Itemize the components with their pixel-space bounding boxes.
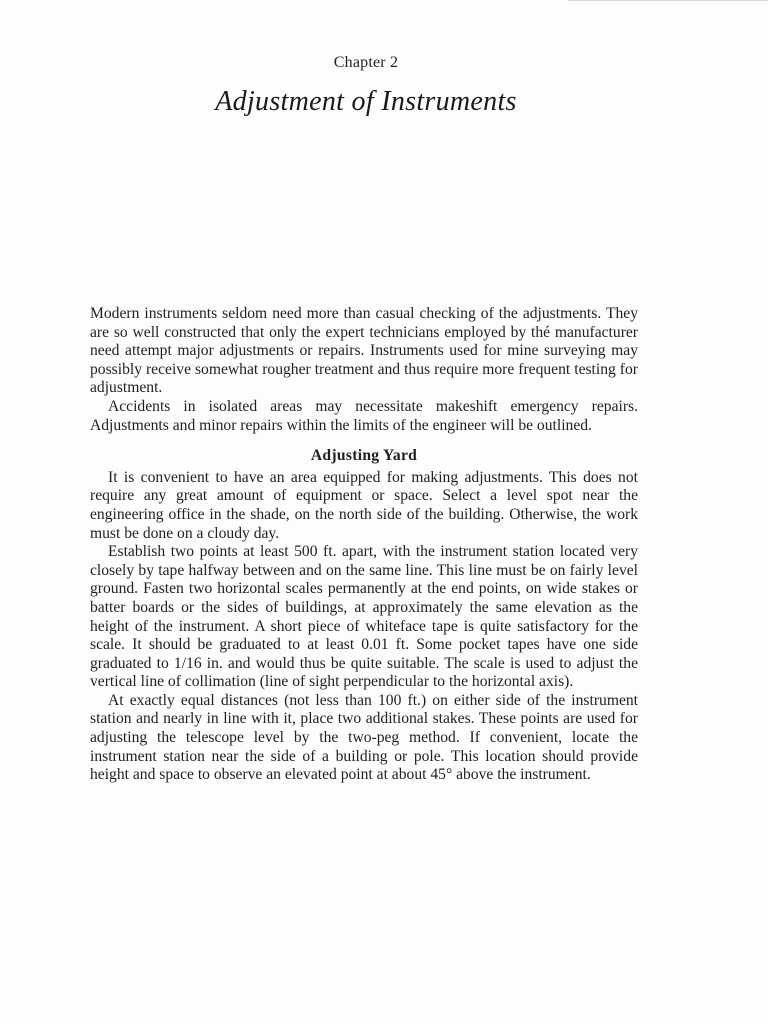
intro-paragraph-2: Accidents in isolated areas may necessitate makeshift emergency repairs. Adjustments and minor repairs within the limits of the engineer will be outlined. — [90, 397, 638, 434]
intro-paragraph-1: Modern instruments seldom need more than casual checking of the adjustments. They are so well constructed that only the expert technicians employed by thé manufacturer need attempt major adjustments or repairs. Instruments used for mine surveying may possibly receive somewhat rougher treatment and thus require more frequent testing for adjustment. — [90, 305, 638, 397]
chapter-label: Chapter 2 — [333, 54, 399, 71]
body-text — [90, 305, 638, 785]
section-heading: Adjusting Yard — [310, 447, 418, 465]
chapter-title: Adjustment of Instruments — [215, 86, 517, 117]
section-paragraph-2: Establish two points at least 500 ft. apart, with the instrument station located very closely by tape halfway between and on the same line. This line must be on fairly level ground. Fasten two horizontal scales permanently at the end points, on wide stakes or batter boards or the sides of buildings, at approximately the same elevation as the height of the instrument. A short piece of whiteface tape is quite satisfactory for the scale. It should be graduated to at least 0.01 ft. Some pocket tapes have one side graduated to 1/16 in. and would thus be quite suitable. The scale is used to adjust the vertical line of collimation (line of sight perpendicular to the horizontal axis). — [90, 543, 638, 691]
section-paragraph-3: At exactly equal distances (not less than 100 ft.) on either side of the instrument station and nearly in line with it, place two additional stakes. These points are used for adjusting the telescope level by the two-peg method. If convenient, locate the instrument station near the side of a building or pole. This location should provide height and space to observe an elevated point at about 45° above the instrument. — [90, 691, 638, 784]
scan-edge-line — [568, 0, 768, 1]
section-paragraph-1: It is convenient to have an area equipped for making adjustments. This does not require any great amount of equipment or space. Select a level spot near the engineering office in the shade, on the north side of the building. Otherwise, the work must be done on a cloudy day. — [90, 468, 638, 542]
